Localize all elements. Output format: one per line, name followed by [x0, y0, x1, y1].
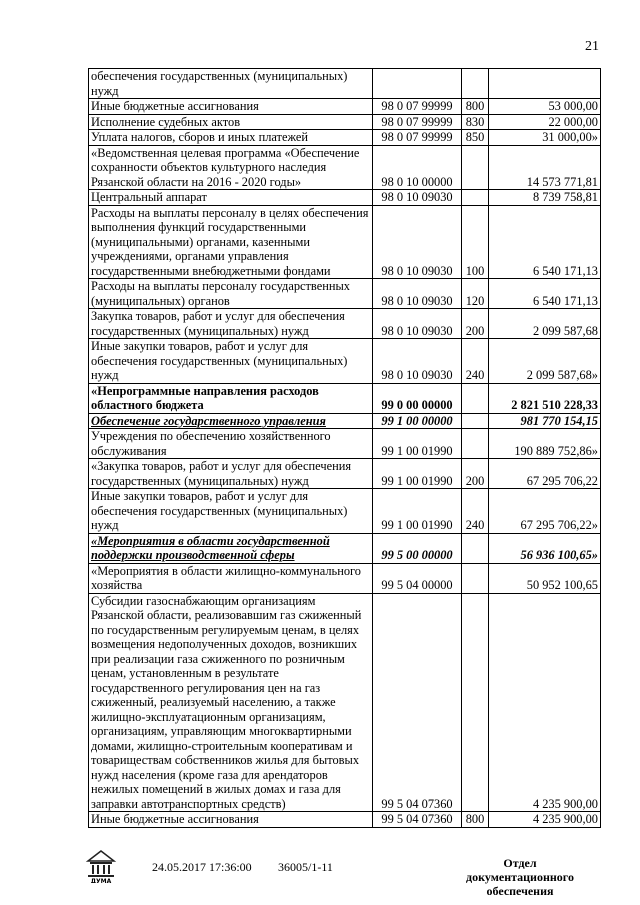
row-sum: 981 770 154,15: [489, 413, 601, 429]
row-name: Закупка товаров, работ и услуг для обеспечения государственных (муниципальных) нужд: [89, 309, 373, 339]
row-vr: 100: [462, 205, 489, 279]
row-code: 99 1 00 00000: [373, 413, 462, 429]
row-vr: 850: [462, 130, 489, 146]
row-code: 98 0 10 09030: [373, 309, 462, 339]
table-row: [89, 413, 601, 429]
row-vr: [462, 593, 489, 812]
row-sum: 2 099 587,68: [489, 309, 601, 339]
row-sum: 8 739 758,81: [489, 190, 601, 206]
row-code: 99 5 04 07360: [373, 812, 462, 828]
table-row: [89, 99, 601, 115]
table-row: [89, 145, 601, 190]
row-code: 98 0 07 99999: [373, 114, 462, 130]
table-row: [89, 279, 601, 309]
table-row: [89, 69, 601, 99]
row-code: 99 5 00 00000: [373, 533, 462, 563]
row-name: Центральный аппарат: [89, 190, 373, 206]
table-row: [89, 459, 601, 489]
footer-doc-number: 36005/1-11: [278, 860, 333, 874]
duma-logo-icon: [84, 849, 118, 883]
row-name: «Ведомственная целевая программа «Обеспечение сохранности объектов культурного наследия Рязанской области на 2016 - 2020 годы»: [89, 145, 373, 190]
table-row: [89, 205, 601, 279]
row-sum: 6 540 171,13: [489, 205, 601, 279]
row-name: Уплата налогов, сборов и иных платежей: [89, 130, 373, 146]
row-name: обеспечения государственных (муниципальных) нужд: [89, 69, 373, 99]
row-sum: 2 099 587,68»: [489, 339, 601, 384]
row-code: 98 0 10 09030: [373, 339, 462, 384]
row-name: Расходы на выплаты персоналу в целях обеспечения выполнения функций государственными (муниципальными) органами, казенными учреждениями, органами управления государственными внебюджетными фондами: [89, 205, 373, 279]
row-vr: [462, 429, 489, 459]
row-vr: [462, 190, 489, 206]
row-sum: [489, 69, 601, 99]
table-row: [89, 489, 601, 534]
row-code: 99 5 04 07360: [373, 593, 462, 812]
row-sum: 22 000,00: [489, 114, 601, 130]
row-name: «Мероприятия в области государственной поддержки производственной сферы: [89, 533, 373, 563]
row-vr: 200: [462, 309, 489, 339]
row-code: 98 0 10 09030: [373, 190, 462, 206]
table-row: [89, 383, 601, 413]
row-vr: [462, 563, 489, 593]
row-vr: 200: [462, 459, 489, 489]
table-row: [89, 429, 601, 459]
row-name: Учреждения по обеспечению хозяйственного обслуживания: [89, 429, 373, 459]
footer-date: 24.05.2017 17:36:00: [152, 860, 252, 874]
row-vr: 830: [462, 114, 489, 130]
row-vr: 120: [462, 279, 489, 309]
row-sum: 56 936 100,65»: [489, 533, 601, 563]
row-code: 98 0 07 99999: [373, 130, 462, 146]
logo-text: ДУМА: [90, 878, 112, 883]
row-name: Иные закупки товаров, работ и услуг для обеспечения государственных (муниципальных) нужд: [89, 339, 373, 384]
row-vr: [462, 69, 489, 99]
row-sum: 4 235 900,00: [489, 593, 601, 812]
row-sum: 2 821 510 228,33: [489, 383, 601, 413]
table-row: [89, 533, 601, 563]
row-code: 99 0 00 00000: [373, 383, 462, 413]
row-name: Расходы на выплаты персоналу государственных (муниципальных) органов: [89, 279, 373, 309]
row-name: «Непрограммные направления расходов областного бюджета: [89, 383, 373, 413]
table-row: [89, 593, 601, 812]
row-sum: 53 000,00: [489, 99, 601, 115]
row-code: [373, 69, 462, 99]
row-vr: [462, 383, 489, 413]
row-vr: 800: [462, 99, 489, 115]
table-row: [89, 114, 601, 130]
row-code: 98 0 10 00000: [373, 145, 462, 190]
table-row: [89, 130, 601, 146]
row-code: 98 0 10 09030: [373, 279, 462, 309]
table-row: [89, 190, 601, 206]
budget-table: [88, 68, 601, 828]
row-name: «Мероприятия в области жилищно-коммунального хозяйства: [89, 563, 373, 593]
row-name: Исполнение судебных актов: [89, 114, 373, 130]
row-sum: 31 000,00»: [489, 130, 601, 146]
row-name: Иные бюджетные ассигнования: [89, 99, 373, 115]
row-sum: 67 295 706,22: [489, 459, 601, 489]
table-row: [89, 812, 601, 828]
row-vr: 240: [462, 489, 489, 534]
row-vr: [462, 145, 489, 190]
row-sum: 67 295 706,22»: [489, 489, 601, 534]
row-vr: 240: [462, 339, 489, 384]
row-name: Иные закупки товаров, работ и услуг для обеспечения государственных (муниципальных) нужд: [89, 489, 373, 534]
row-sum: 190 889 752,86»: [489, 429, 601, 459]
page-number: 21: [585, 39, 599, 54]
row-vr: [462, 533, 489, 563]
row-code: 99 5 04 00000: [373, 563, 462, 593]
row-code: 98 0 10 09030: [373, 205, 462, 279]
row-code: 99 1 00 01990: [373, 459, 462, 489]
row-sum: 14 573 771,81: [489, 145, 601, 190]
footer-department: Отдел документационного обеспечения: [466, 856, 574, 898]
row-code: 99 1 00 01990: [373, 489, 462, 534]
table-row: [89, 339, 601, 384]
table-row: [89, 309, 601, 339]
row-vr: 800: [462, 812, 489, 828]
row-sum: 4 235 900,00: [489, 812, 601, 828]
row-name: Обеспечение государственного управления: [89, 413, 373, 429]
row-vr: [462, 413, 489, 429]
row-name: Иные бюджетные ассигнования: [89, 812, 373, 828]
row-name: «Закупка товаров, работ и услуг для обеспечения государственных (муниципальных) нужд: [89, 459, 373, 489]
row-code: 98 0 07 99999: [373, 99, 462, 115]
table-row: [89, 563, 601, 593]
row-sum: 6 540 171,13: [489, 279, 601, 309]
row-code: 99 1 00 01990: [373, 429, 462, 459]
row-sum: 50 952 100,65: [489, 563, 601, 593]
row-name: Субсидии газоснабжающим организациям Рязанской области, реализовавшим газ сжиженный по государственным регулируемым ценам, в целях возмещения недополученных доходов, возникших при реализации газа сжиженного по розничным ценам, установленным в результате государственного регулирования цен на газ сжиженный, реализуемый населению, а также жилищно-эксплуатационным организациям, организациям, управляющим многоквартирными домами, жилищно-строительным кооперативам и товариществам собственников жилья для бытовых нужд населения (кроме газа для арендаторов нежилых помещений в жилых домах и газа для заправки автотранспортных средств): [89, 593, 373, 812]
